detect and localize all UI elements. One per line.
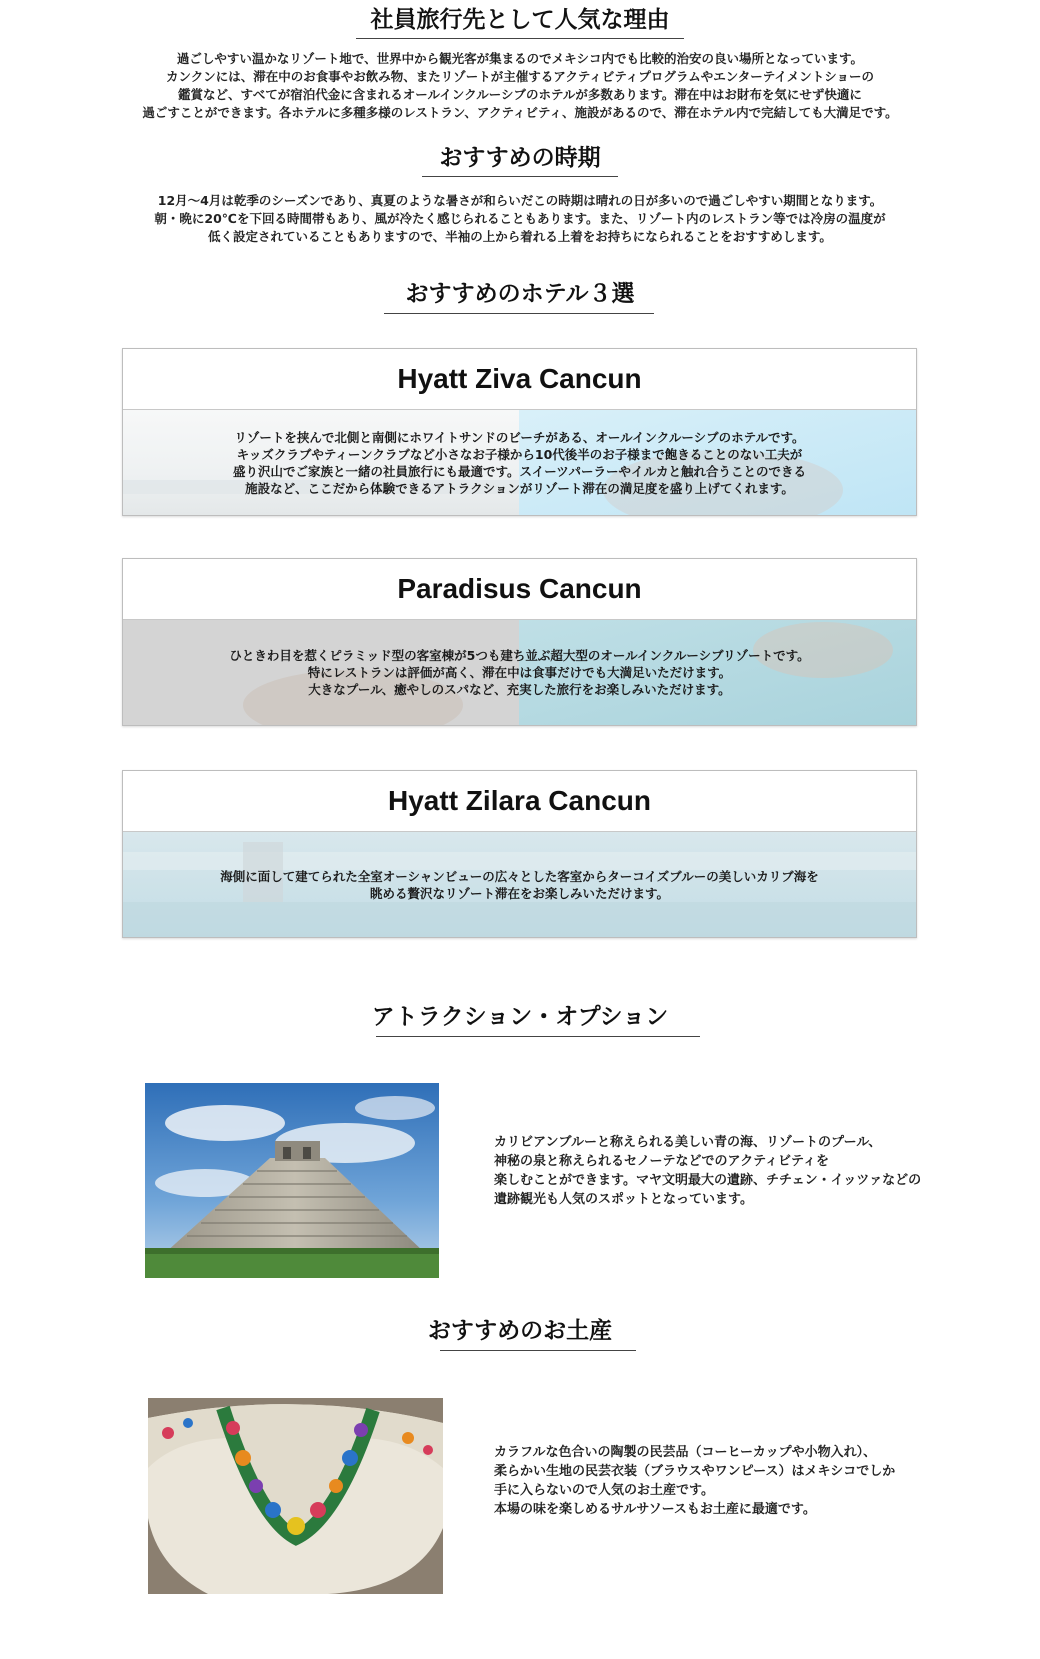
hotel-description: ひときわ目を惹くピラミッド型の客室棟が5つも建ち並ぶ超大型のオールインクルーシブリゾートです。 特にレストランは評価が高く、滞在中は食事だけでも大満足いただけます。 大きなプール、癒やしのスパなど、充実した旅行をお楽しみいただけます。 bbox=[229, 648, 810, 697]
hotel-description: リゾートを挟んで北側と南側にホワイトサンドのビーチがある、オールインクルーシブのホテルです。 キッズクラブやティーンクラブなど小さなお子様から10代後半のお子様まで飽きることのない工夫が 盛り沢山でご家族と一緒の社員旅行にも最適です。スイーツパーラーやイルカと触れ合うことのできる 施設など、ここだから体験できるアトラクションがリゾート滞在の満足度を盛り上げてくれます。 bbox=[232, 429, 806, 496]
section-title-souvenir: おすすめのお土産 bbox=[427, 1318, 613, 1344]
photo-chichen-itza-pyramid bbox=[145, 1083, 439, 1278]
reason-paragraph: 過ごしやすい温かなリゾート地で、世界中から観光客が集まるのでメキシコ内でも比較的治安の良い場所となっています。 カンクンには、滞在中のお食事やお飲み物、またリゾートが主催するアクティビティプログラムやエンターテイメントショーの 鑑賞など、すべてが宿泊代金に含まれるオールインクルーシブのホテルが多数あります。滞在中はお財布を気にせず快適に 過ごすことができます。各ホテルに多種多様のレストラン、アクティビティ、施設があるので、滞在ホテル内で完結しても大満足です。 bbox=[142, 51, 898, 120]
souvenir-paragraph: カラフルな色合いの陶製の民芸品（コーヒーカップや小物入れ）、 柔らかい生地の民芸衣装（ブラウスやワンピース）はメキシコでしか 手に入らないので人気のお土産です。 本場の味を楽しめるサルサソースもお土産に最適です。 bbox=[494, 1445, 896, 1517]
title-underline bbox=[422, 176, 618, 177]
title-underline bbox=[384, 313, 654, 314]
hotel-name: Paradisus Cancun bbox=[123, 559, 916, 620]
section-title-hotels: おすすめのホテル３選 bbox=[405, 281, 635, 307]
photo-embroidered-blouse bbox=[148, 1398, 443, 1594]
hotel-description: 海側に面して建てられた全室オーシャンビューの広々とした客室からターコイズブルーの美しいカリブ海を 眺める贅沢なリゾート滞在をお楽しみいただけます。 bbox=[220, 868, 819, 901]
hotel-card-hyatt-zilara bbox=[122, 770, 917, 938]
hotel-description-panel bbox=[123, 410, 916, 515]
hotel-card-paradisus bbox=[122, 558, 917, 726]
title-underline bbox=[356, 38, 684, 39]
title-underline bbox=[376, 1036, 700, 1037]
hotel-name: Hyatt Ziva Cancun bbox=[123, 349, 916, 410]
hotel-description-panel bbox=[123, 620, 916, 725]
section-title-reason: 社員旅行先として人気な理由 bbox=[370, 7, 670, 33]
title-underline bbox=[440, 1350, 636, 1351]
season-paragraph: 12月〜4月は乾季のシーズンであり、真夏のような暑さが和らいだこの時期は晴れの日が多いので過ごしやすい期間となります。 朝・晩に20℃を下回る時間帯もあり、風が冷たく感じられることもあります。また、リゾート内のレストラン等では冷房の温度が 低く設定されていることもありますので、半袖の上から着れる上着をお持ちになられることをおすすめします。 bbox=[154, 193, 886, 244]
hotel-name: Hyatt Zilara Cancun bbox=[123, 771, 916, 832]
section-title-season: おすすめの時期 bbox=[439, 145, 601, 171]
section-title-attraction: アトラクション・オプション bbox=[371, 1004, 669, 1030]
attraction-paragraph: カリビアンブルーと称えられる美しい青の海、リゾートのプール、 神秘の泉と称えられるセノーテなどでのアクティビティを 楽しむことができます。マヤ文明最大の遺跡、チチェン・イッツァなどの 遺跡観光も人気のスポットとなっています。 bbox=[494, 1135, 922, 1207]
hotel-card-hyatt-ziva bbox=[122, 348, 917, 516]
hotel-description-panel bbox=[123, 832, 916, 937]
